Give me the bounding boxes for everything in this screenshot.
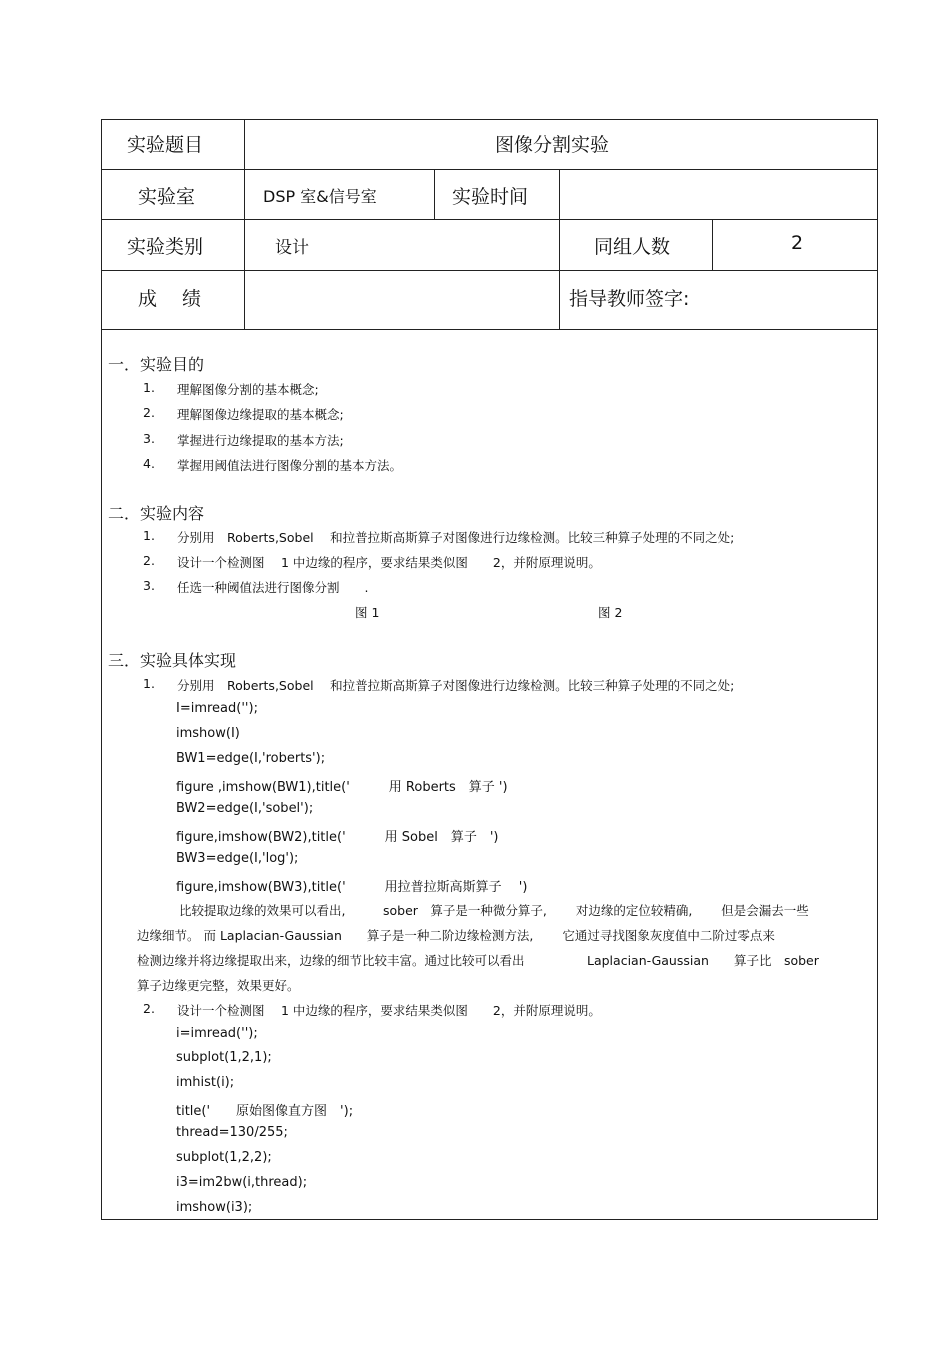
teacher-sign-label: 指导教师签字: xyxy=(569,288,690,310)
grid-line xyxy=(101,270,878,271)
list-item: 分别用 Roberts,Sobel 和拉普拉斯高斯算子对图像进行边缘检测。比较三种算子处理的不同之处; xyxy=(177,678,735,693)
list-item: 掌握进行边缘提取的基本方法; xyxy=(177,433,344,448)
paragraph-line: 算子边缘更完整，效果更好。 xyxy=(137,978,300,993)
title-value: 图像分割实验 xyxy=(495,134,610,156)
list-number: 1. xyxy=(143,380,155,395)
section-heading: 三．实验具体实现 xyxy=(108,651,237,670)
code-line: figure,imshow(BW2),title(' 用 Sobel 算子 ') xyxy=(176,830,499,845)
grid-line xyxy=(434,169,435,220)
code-line: title(' 原始图像直方图 '); xyxy=(176,1104,354,1119)
section-heading: 一．实验目的 xyxy=(108,355,205,374)
code-line: imshow(I) xyxy=(176,726,240,741)
paragraph-line: 检测边缘并将边缘提取出来，边缘的细节比较丰富。通过比较可以看出 Laplacian-Gaussian 算子比 sober xyxy=(137,953,819,968)
code-line: i=imread(''); xyxy=(176,1026,258,1041)
lab-label: 实验室 xyxy=(138,186,196,208)
list-number: 2. xyxy=(143,405,155,420)
list-number: 2. xyxy=(143,553,155,568)
time-label: 实验时间 xyxy=(452,186,529,208)
list-item: 分别用 Roberts,Sobel 和拉普拉斯高斯算子对图像进行边缘检测。比较三种算子处理的不同之处; xyxy=(177,530,735,545)
list-item: 设计一个检测图 1 中边缘的程序，要求结果类似图 2，并附原理说明。 xyxy=(177,555,601,570)
code-line: figure,imshow(BW3),title(' 用拉普拉斯高斯算子 ') xyxy=(176,880,528,895)
list-item: 任选一种阈值法进行图像分割 . xyxy=(177,580,369,595)
list-item: 设计一个检测图 1 中边缘的程序，要求结果类似图 2，并附原理说明。 xyxy=(177,1003,601,1018)
code-line: BW2=edge(I,'sobel'); xyxy=(176,801,314,816)
grid-line xyxy=(101,219,878,220)
group-label: 同组人数 xyxy=(594,236,671,258)
type-label: 实验类别 xyxy=(127,236,204,258)
grid-line xyxy=(559,169,560,330)
code-line: imshow(i3); xyxy=(176,1200,253,1215)
list-number: 3. xyxy=(143,578,155,593)
paragraph-line: 比较提取边缘的效果可以看出, sober 算子是一种微分算子, 对边缘的定位较精确, 但是会漏去一些 xyxy=(179,903,809,918)
list-item: 理解图像分割的基本概念; xyxy=(177,382,319,397)
lab-value: DSP 室&信号室 xyxy=(263,187,377,206)
list-number: 4. xyxy=(143,456,155,471)
paragraph-line: 边缘细节。 而 Laplacian-Gaussian 算子是一种二阶边缘检测方法, 它通过寻找图象灰度值中二阶过零点来 xyxy=(137,928,775,943)
code-line: BW1=edge(I,'roberts'); xyxy=(176,751,326,766)
grade-label: 成 绩 xyxy=(138,288,202,310)
list-item: 掌握用阈值法进行图像分割的基本方法。 xyxy=(177,458,403,473)
section-heading: 二．实验内容 xyxy=(108,504,205,523)
code-line: figure ,imshow(BW1),title(' 用 Roberts 算子 ') xyxy=(176,780,508,795)
figure-caption: 图 2 xyxy=(598,605,623,620)
code-line: I=imread(''); xyxy=(176,701,258,716)
code-line: imhist(i); xyxy=(176,1075,235,1090)
list-number: 1. xyxy=(143,676,155,691)
code-line: thread=130/255; xyxy=(176,1125,288,1140)
list-item: 理解图像边缘提取的基本概念; xyxy=(177,407,344,422)
list-number: 1. xyxy=(143,528,155,543)
grid-line xyxy=(101,169,878,170)
list-number: 3. xyxy=(143,431,155,446)
title-label: 实验题目 xyxy=(127,134,204,156)
code-line: i3=im2bw(i,thread); xyxy=(176,1175,308,1190)
code-line: BW3=edge(I,'log'); xyxy=(176,851,299,866)
grid-line xyxy=(101,329,878,330)
figure-caption: 图 1 xyxy=(355,605,380,620)
list-number: 2. xyxy=(143,1001,155,1016)
type-value: 设计 xyxy=(275,238,309,258)
group-value: 2 xyxy=(791,232,804,254)
grid-line xyxy=(244,119,245,330)
code-line: subplot(1,2,2); xyxy=(176,1150,272,1165)
grid-line xyxy=(712,219,713,271)
code-line: subplot(1,2,1); xyxy=(176,1050,272,1065)
